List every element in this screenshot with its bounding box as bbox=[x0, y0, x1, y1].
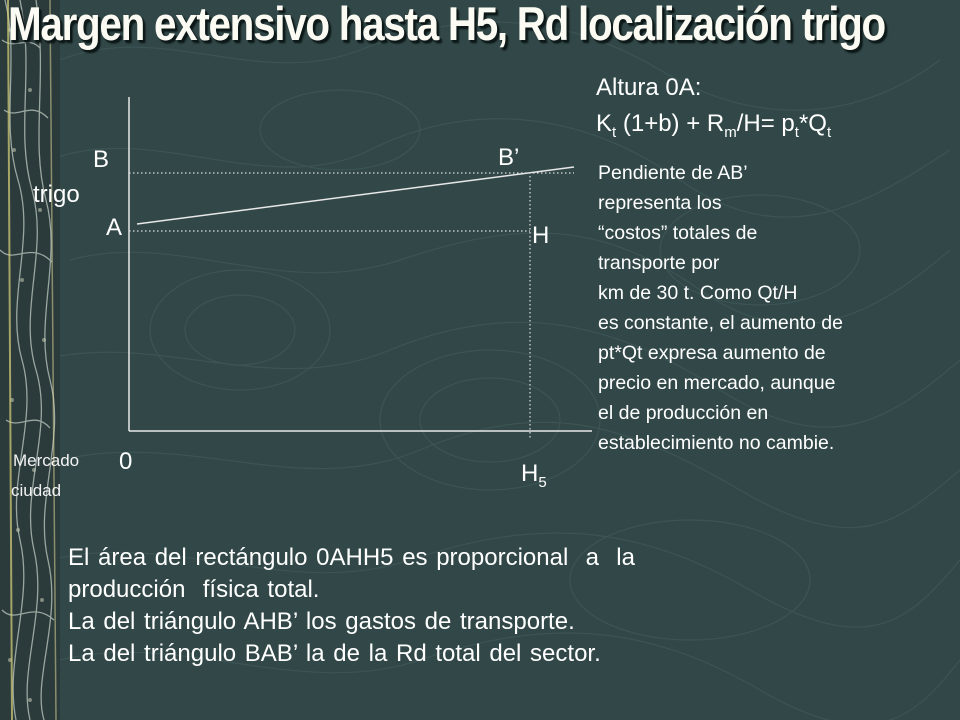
label-ciudad: ciudad bbox=[11, 481, 62, 500]
label-H5-main: H bbox=[521, 460, 539, 487]
slope-note bbox=[598, 158, 950, 458]
formula-p-sub: t bbox=[794, 123, 799, 141]
label-A: A bbox=[106, 214, 123, 241]
note-line: “costos” totales de bbox=[598, 222, 758, 244]
bottom-line: La del triángulo AHB’ los gastos de transporte. bbox=[68, 608, 575, 635]
formula-q-sub: t bbox=[826, 123, 832, 141]
note-line: representa los bbox=[598, 192, 722, 214]
formula-line-1: Altura 0A: bbox=[596, 74, 702, 101]
formula-line-2 bbox=[596, 106, 831, 151]
formula-k-sub: t bbox=[612, 123, 617, 141]
label-B-prime: B’ bbox=[498, 144, 520, 171]
bottom-explanation bbox=[68, 542, 635, 670]
label-H5-sub: 5 bbox=[538, 473, 547, 491]
label-H5 bbox=[521, 460, 547, 491]
note-line: el de producción en bbox=[598, 402, 769, 424]
formula-part2: (1+b) + R bbox=[616, 110, 725, 137]
note-line: pt*Qt expresa aumento de bbox=[598, 342, 826, 364]
note-line: precio en mercado, aunque bbox=[598, 372, 836, 394]
note-line: es constante, el aumento de bbox=[598, 312, 843, 334]
label-B: B bbox=[93, 146, 110, 173]
formula-k: K bbox=[596, 110, 613, 137]
bottom-line: La del triángulo BAB’ la de la Rd total del sector. bbox=[68, 640, 601, 667]
label-mercado: Mercado bbox=[13, 451, 80, 470]
bottom-line: El área del rectángulo 0AHH5 es proporcional a la bbox=[68, 544, 635, 571]
note-line: km de 30 t. Como Qt/H bbox=[598, 282, 798, 304]
line-AB-prime bbox=[137, 167, 574, 224]
label-origin: 0 bbox=[119, 448, 133, 475]
bottom-line: producción física total. bbox=[68, 576, 320, 603]
formula-part3: /H= p bbox=[736, 110, 795, 137]
formula-part4: *Q bbox=[798, 110, 827, 137]
formula-block bbox=[596, 70, 831, 151]
formula-r-sub: m bbox=[724, 123, 737, 141]
slide-title: Margen extensivo hasta H5, Rd localización trigo bbox=[8, 0, 885, 50]
note-line: Pendiente de AB’ bbox=[598, 162, 748, 184]
note-line: establecimiento no cambie. bbox=[598, 432, 835, 454]
note-line: transporte por bbox=[598, 252, 720, 274]
label-trigo: trigo bbox=[33, 181, 80, 208]
label-H: H bbox=[532, 222, 550, 249]
